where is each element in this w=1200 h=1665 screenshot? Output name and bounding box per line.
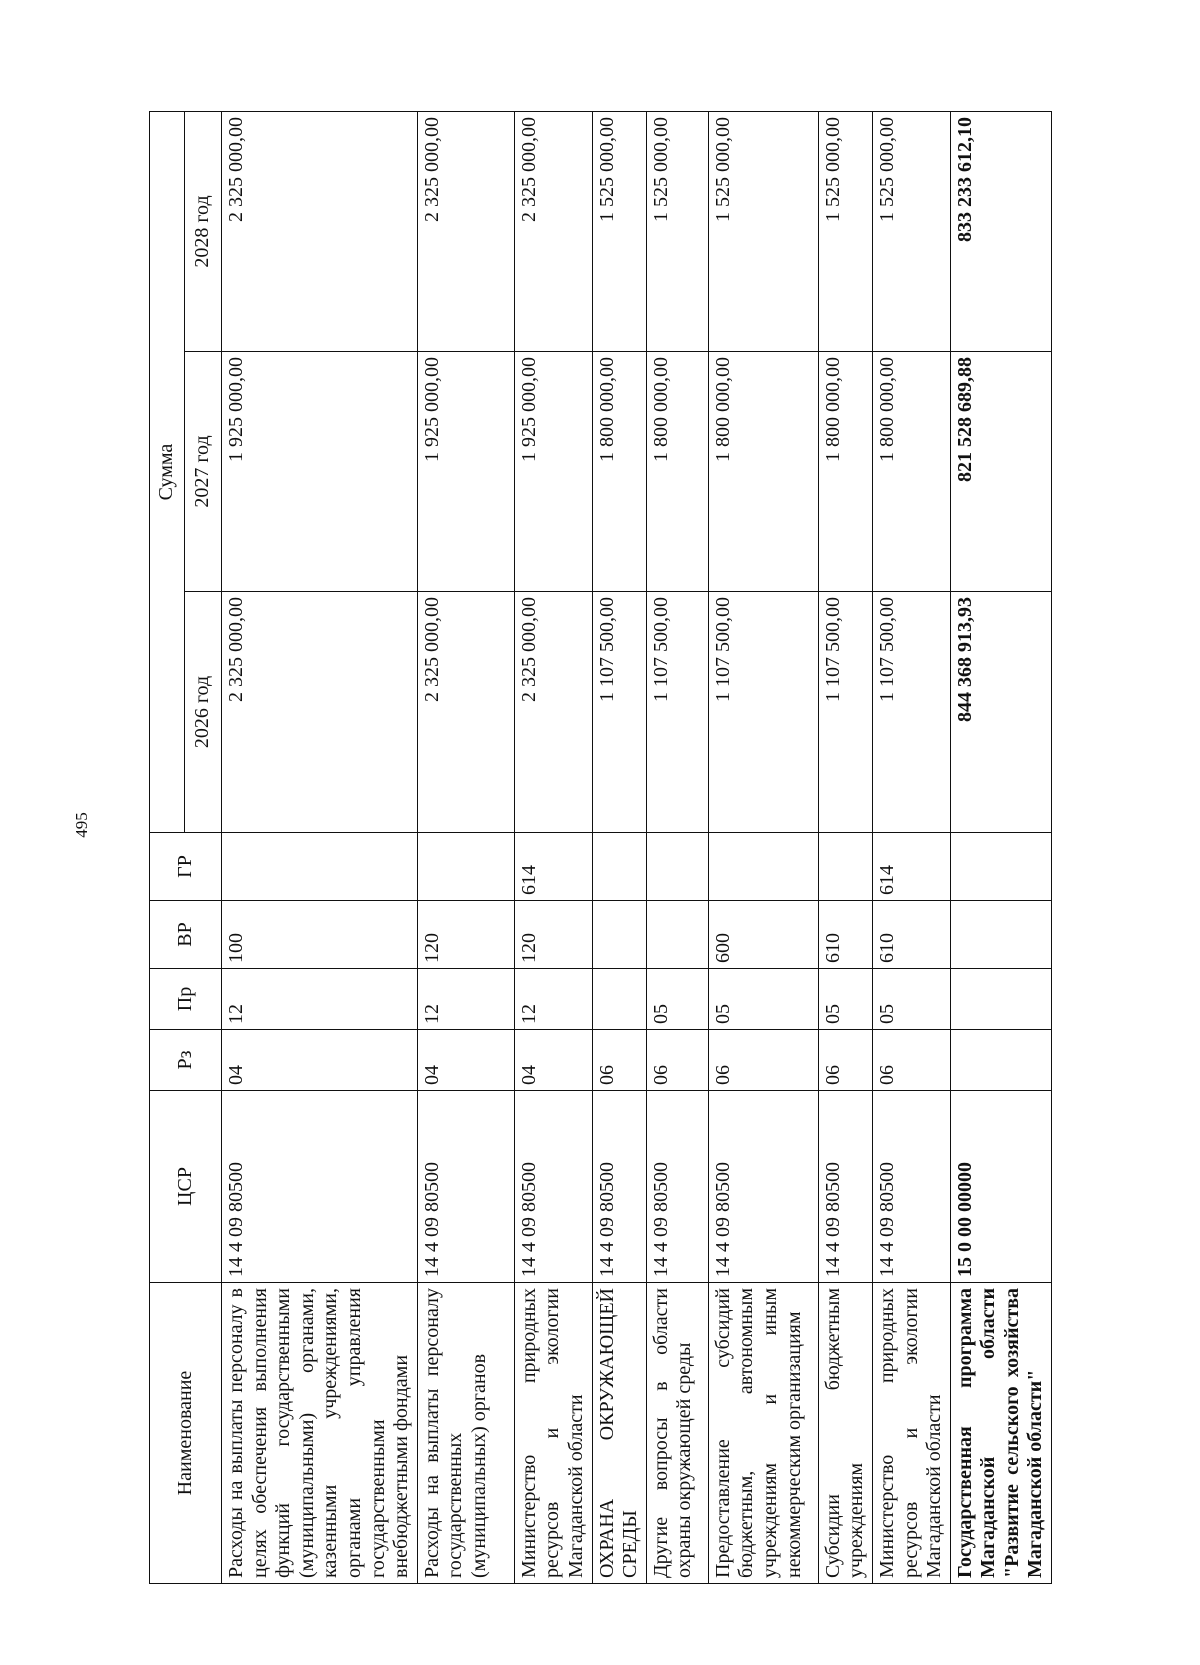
row-rz: 06 [818, 1030, 872, 1091]
row-gr: 614 [514, 833, 592, 901]
row-sum-2026: 2 325 000,00 [222, 592, 418, 833]
row-sum-2026: 1 107 500,00 [872, 592, 950, 833]
row-sum-2028: 1 525 000,00 [646, 112, 708, 352]
row-sum-2028: 2 325 000,00 [222, 112, 418, 352]
row-name: ОХРАНА ОКРУЖАЮЩЕЙ СРЕДЫ [592, 1283, 646, 1584]
row-sum-2027: 821 528 689,88 [950, 352, 1051, 592]
row-sum-2027: 1 925 000,00 [222, 352, 418, 592]
table-body [222, 112, 1052, 1584]
header-vr: ВР [150, 901, 222, 969]
row-name: Другие вопросы в области охраны окружающей среды [646, 1283, 708, 1584]
row-sum-2027: 1 800 000,00 [646, 352, 708, 592]
row-vr [646, 901, 708, 969]
row-rz: 06 [872, 1030, 950, 1091]
header-pr: Пр [150, 969, 222, 1030]
row-gr [818, 833, 872, 901]
row-sum-2027: 1 800 000,00 [708, 352, 818, 592]
row-sum-2026: 2 325 000,00 [514, 592, 592, 833]
row-rz: 04 [514, 1030, 592, 1091]
row-csr: 14 4 09 80500 [818, 1091, 872, 1283]
table-row [646, 112, 708, 1584]
budget-table [149, 111, 1052, 1584]
row-pr: 05 [818, 969, 872, 1030]
row-csr: 14 4 09 80500 [417, 1091, 514, 1283]
row-sum-2026: 1 107 500,00 [708, 592, 818, 833]
row-pr: 12 [417, 969, 514, 1030]
row-pr: 12 [514, 969, 592, 1030]
table-row [514, 112, 592, 1584]
row-name: Министерство природных ресурсов и экологии Магаданской области [514, 1283, 592, 1584]
row-gr: 614 [872, 833, 950, 901]
page-number: 495 [72, 812, 91, 838]
row-vr: 600 [708, 901, 818, 969]
row-csr: 14 4 09 80500 [514, 1091, 592, 1283]
row-name: Министерство природных ресурсов и экологии Магаданской области [872, 1283, 950, 1584]
row-gr [592, 833, 646, 901]
row-sum-2027: 1 800 000,00 [818, 352, 872, 592]
table-row [222, 112, 418, 1584]
table-row [417, 112, 514, 1584]
row-sum-2028: 2 325 000,00 [417, 112, 514, 352]
row-name: Субсидии бюджетным учреждениям [818, 1283, 872, 1584]
row-sum-2028: 1 525 000,00 [872, 112, 950, 352]
row-csr: 14 4 09 80500 [872, 1091, 950, 1283]
header-2028: 2028 год [185, 112, 222, 352]
row-vr [592, 901, 646, 969]
row-rz: 04 [222, 1030, 418, 1091]
row-vr [950, 901, 1051, 969]
row-sum-2028: 833 233 612,10 [950, 112, 1051, 352]
row-sum-2026: 1 107 500,00 [592, 592, 646, 833]
row-csr: 14 4 09 80500 [222, 1091, 418, 1283]
row-name: Расходы на выплаты персоналу в целях обеспечения выполнения функций государственными (муниципальными) органами, казенными учреждениями, органами управления государственными внебюджетными фондами [222, 1283, 418, 1584]
row-pr: 05 [708, 969, 818, 1030]
row-csr: 15 0 00 00000 [950, 1091, 1051, 1283]
header-2027: 2027 год [185, 352, 222, 592]
row-sum-2028: 1 525 000,00 [818, 112, 872, 352]
table-row [818, 112, 872, 1584]
row-vr: 610 [872, 901, 950, 969]
header-sum: Сумма [150, 112, 185, 833]
row-gr [708, 833, 818, 901]
row-csr: 14 4 09 80500 [592, 1091, 646, 1283]
header-rz: Рз [150, 1030, 222, 1091]
row-rz: 04 [417, 1030, 514, 1091]
row-sum-2028: 1 525 000,00 [592, 112, 646, 352]
row-gr [646, 833, 708, 901]
table-row [950, 112, 1051, 1584]
row-sum-2026: 1 107 500,00 [818, 592, 872, 833]
row-rz: 06 [592, 1030, 646, 1091]
row-vr: 120 [514, 901, 592, 969]
row-gr [417, 833, 514, 901]
row-sum-2028: 1 525 000,00 [708, 112, 818, 352]
row-pr [950, 969, 1051, 1030]
row-sum-2028: 2 325 000,00 [514, 112, 592, 352]
header-2026: 2026 год [185, 592, 222, 833]
table-row [708, 112, 818, 1584]
rotated-table-frame [149, 112, 1047, 1584]
row-gr [950, 833, 1051, 901]
header-row-1 [150, 112, 185, 1584]
table-row [872, 112, 950, 1584]
row-rz: 06 [708, 1030, 818, 1091]
row-pr: 05 [646, 969, 708, 1030]
row-sum-2027: 1 925 000,00 [417, 352, 514, 592]
row-rz: 06 [646, 1030, 708, 1091]
row-sum-2026: 2 325 000,00 [417, 592, 514, 833]
table-row [592, 112, 646, 1584]
header-csr: ЦСР [150, 1091, 222, 1283]
row-pr [592, 969, 646, 1030]
row-sum-2027: 1 800 000,00 [592, 352, 646, 592]
row-sum-2026: 844 368 913,93 [950, 592, 1051, 833]
row-name: Расходы на выплаты персоналу государственных (муниципальных) органов [417, 1283, 514, 1584]
row-sum-2026: 1 107 500,00 [646, 592, 708, 833]
header-name: Наименование [150, 1283, 222, 1584]
row-csr: 14 4 09 80500 [646, 1091, 708, 1283]
row-vr: 610 [818, 901, 872, 969]
header-gr: ГР [150, 833, 222, 901]
row-gr [222, 833, 418, 901]
row-name: Государственная программа Магаданской области "Развитие сельского хозяйства Магаданской области" [950, 1283, 1051, 1584]
row-sum-2027: 1 925 000,00 [514, 352, 592, 592]
row-name: Предоставление субсидий бюджетным, автономным учреждениям и иным некоммерческим организациям [708, 1283, 818, 1584]
row-rz [950, 1030, 1051, 1091]
row-vr: 100 [222, 901, 418, 969]
row-pr: 05 [872, 969, 950, 1030]
row-sum-2027: 1 800 000,00 [872, 352, 950, 592]
row-csr: 14 4 09 80500 [708, 1091, 818, 1283]
row-pr: 12 [222, 969, 418, 1030]
row-vr: 120 [417, 901, 514, 969]
